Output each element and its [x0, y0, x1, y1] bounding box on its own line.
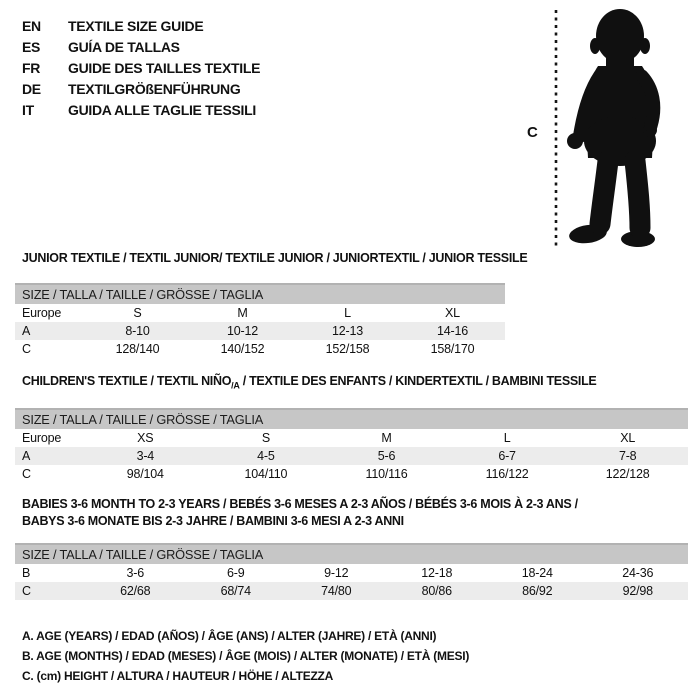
table-cell: M [237, 306, 248, 320]
table-cell: 24-36 [622, 566, 654, 580]
table-row [15, 582, 688, 600]
row-label: A [22, 448, 31, 463]
size-header-bar: SIZE / TALLA / TAILLE / GRÖSSE / TAGLIA [15, 543, 688, 564]
table-cell: 5-6 [377, 448, 396, 463]
lang-row-de [22, 79, 260, 100]
table-cell: 9-12 [324, 566, 349, 580]
lang-code: DE [22, 81, 41, 97]
row-label: C [22, 466, 31, 481]
lang-code: IT [22, 102, 34, 118]
note-age-months: B. AGE (MONTHS) / EDAD (MESES) / ÂGE (MOIS) / ALTER (MONATE) / ETÀ (MESI) [22, 649, 470, 663]
table-cell: XL [445, 306, 460, 320]
table-cell: 152/158 [325, 342, 370, 356]
section-title-line: JUNIOR TEXTILE / TEXTIL JUNIOR/ TEXTILE JUNIOR / JUNIORTEXTIL / JUNIOR TESSILE [22, 251, 528, 265]
table-row [15, 564, 688, 582]
section-title [15, 373, 688, 395]
table-cell: 7-8 [618, 448, 637, 463]
table-cell: 14-16 [437, 324, 468, 338]
table-cell: 6-9 [227, 566, 245, 580]
row-label: C [22, 342, 31, 356]
row-label: C [22, 584, 31, 598]
table-cell: 6-7 [498, 448, 516, 463]
table-row [15, 322, 505, 340]
lang-title: GUIDA ALLE TAGLIE TESSILI [68, 102, 256, 118]
table-cell: 3-6 [126, 566, 144, 580]
table-cell: 12-18 [421, 566, 453, 580]
table-cell: 68/74 [220, 584, 251, 598]
lang-code: FR [22, 60, 41, 76]
row-label: A [22, 324, 31, 338]
table-cell: 8-10 [125, 324, 150, 338]
size-header-bar: SIZE / TALLA / TAILLE / GRÖSSE / TAGLIA [15, 283, 505, 304]
table-cell: 92/98 [622, 584, 653, 598]
table-cell: 74/80 [321, 584, 352, 598]
table-cell: L [503, 430, 511, 445]
table-cell: S [261, 430, 270, 445]
row-label: Europe [22, 306, 62, 320]
row-label: Europe [22, 430, 62, 445]
table-row [15, 465, 688, 483]
lang-title: GUIDE DES TAILLES TEXTILE [68, 60, 261, 76]
figure-toddler-height [520, 0, 700, 250]
table-cell: 98/104 [126, 466, 164, 481]
table-cell: 128/140 [115, 342, 160, 356]
table-cell: 158/170 [430, 342, 475, 356]
table-cell: S [133, 306, 142, 320]
note-age-years: A. AGE (YEARS) / EDAD (AÑOS) / ÂGE (ANS) / ALTER (JAHRE) / ETÀ (ANNI) [22, 629, 437, 643]
table-cell: 12-13 [332, 324, 363, 338]
section-title [15, 250, 528, 267]
table-cell: 86/92 [522, 584, 553, 598]
lang-code: EN [22, 18, 41, 34]
height-measure-label: C [527, 124, 538, 141]
legend-notes [22, 626, 469, 686]
lang-row-es [22, 37, 260, 58]
lang-row-fr [22, 58, 260, 79]
table-cell: 110/116 [365, 466, 408, 481]
table-row [15, 429, 688, 447]
table-cell: 116/122 [485, 466, 529, 481]
section-title-line: CHILDREN'S TEXTILE / TEXTIL $NIÑO_{/A}$ / TEXTILE DES ENFANTS / KINDERTEXTIL / BAMBINI TESSILE [22, 374, 597, 391]
language-title-list [22, 16, 260, 121]
lang-title: GUÍA DE TALLAS [68, 39, 180, 55]
table-cell: 62/68 [120, 584, 151, 598]
lang-code: ES [22, 39, 41, 55]
section-title [15, 496, 688, 530]
toddler-silhouette [550, 6, 698, 248]
section-title-line: BABYS 3-6 MONATE BIS 2-3 JAHRE / BAMBINI 3-6 MESI A 2-3 ANNI [22, 514, 404, 528]
row-label: B [22, 566, 31, 580]
size-header-bar: SIZE / TALLA / TAILLE / GRÖSSE / TAGLIA [15, 408, 688, 429]
section-babies-textile [15, 496, 688, 600]
table-cell: 4-5 [257, 448, 275, 463]
lang-row-it [22, 100, 260, 121]
lang-title: TEXTILGRÖßENFÜHRUNG [68, 81, 241, 97]
section-childrens-textile [15, 373, 688, 483]
table-cell: 3-4 [136, 448, 155, 463]
table-cell: 122/128 [605, 466, 650, 481]
table-cell: 18-24 [521, 566, 553, 580]
lang-row-en [22, 16, 260, 37]
table-row [15, 447, 688, 465]
note-height-cm: C. (cm) HEIGHT / ALTURA / HAUTEUR / HÖHE / ALTEZZA [22, 669, 334, 683]
table-row [15, 340, 505, 358]
section-junior-textile [15, 250, 528, 358]
section-title-line: BABIES 3-6 MONTH TO 2-3 YEARS / BEBÉS 3-6 MESES A 2-3 AÑOS / BÉBÉS 3-6 MOIS À 2-3 ANS / [22, 497, 578, 511]
table-cell: 140/152 [220, 342, 265, 356]
table-cell: M [381, 430, 392, 445]
lang-title: TEXTILE SIZE GUIDE [68, 18, 204, 34]
table-cell: 104/110 [244, 466, 288, 481]
table-cell: L [344, 306, 351, 320]
table-cell: 10-12 [227, 324, 258, 338]
table-cell: XL [620, 430, 636, 445]
table-row [15, 304, 505, 322]
table-cell: XS [137, 430, 154, 445]
table-cell: 80/86 [421, 584, 452, 598]
